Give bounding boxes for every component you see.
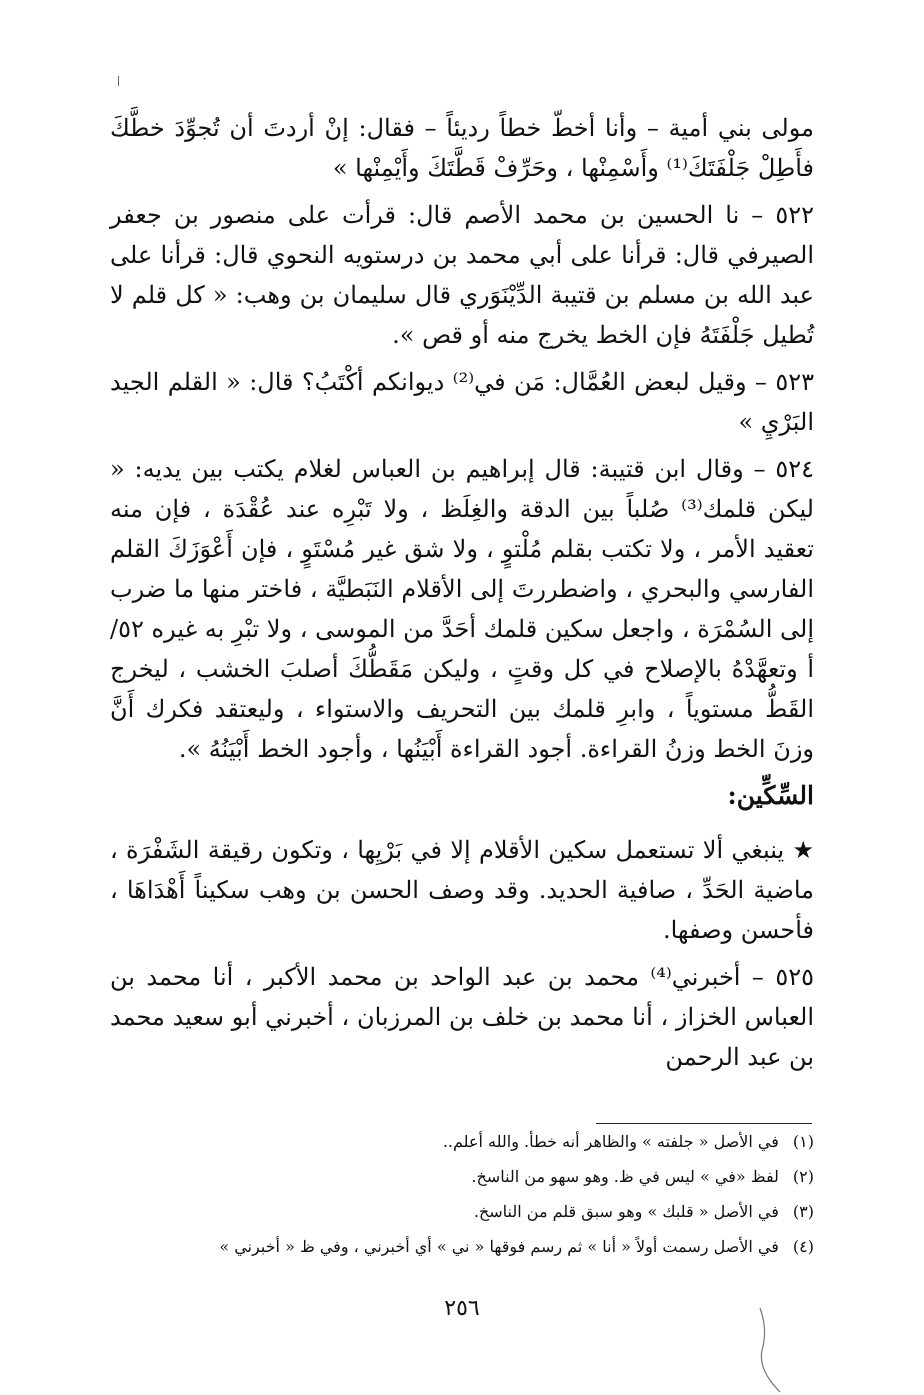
- footnote-text: في الأصل « قلبك » وهو سبق قلم من الناسخ.: [473, 1202, 779, 1221]
- footnote-2: [110, 1159, 814, 1194]
- margin-mark: [118, 76, 119, 86]
- footnote-number: (١): [792, 1132, 814, 1151]
- paragraph-523: ٥٢٣ – وقيل لبعض العُمَّال: مَن في⁽²⁾ ديوانكم أكْتَبُ؟ قال: « القلم الجيد البَرْيِ »: [110, 368, 814, 436]
- paragraph-524: ٥٢٤ – وقال ابن قتيبة: قال إبراهيم بن العباس لغلام يكتب بين يديه: « ليكن قلمك⁽³⁾ صُلباً بين الدقة والغِلَظ ، ولا تَبْرِه عند عُقْدَة ، فإن منه تعقيد الأمر ، ولا تكتب بقلم مُلْتوٍ ، ولا شق غير مُسْتَوٍ ، فإن أَعْوَزَكَ القلم الفارسي والبحري ، واضطررتَ إلى الأقلام النَبَطيَّة ، فاختر منها ما ضرب إلى السُمْرَة ، واجعل سكين قلمك أحَدَّ من الموسى ، ولا تبْرِ به غيره ٥٢/أ وتعهَّدْهُ بالإصلاح في كل وقتٍ ، وليكن مَقَطُّكَ أصلبَ الخشب ، ليخرج القَطُّ مستوياً ، وابرِ قلمك بين التحريف والاستواء ، وليعتقد فكرك أَنَّ وزنَ الخط وزنُ القراءة. أجود القراءة أَبْيَنُها ، وأجود الخط أَبْيَنُهُ ».: [110, 455, 814, 763]
- page-number: ٢٥٦: [444, 1296, 480, 1321]
- paragraph-525: ٥٢٥ – أخبرني⁽⁴⁾ محمد بن عبد الواحد بن محمد الأكبر ، أنا محمد بن العباس الخزاز ، أنا محمد بن خلف بن المرزبان ، أخبرني أبو سعيد محمد بن عبد الرحمن: [110, 963, 815, 1071]
- section-heading: السِّكِّين:: [727, 781, 814, 810]
- footnote-number: (٤): [792, 1237, 814, 1256]
- footnote-text: في الأصل رسمت أولاً « أنا » ثم رسم فوقها « ني » أي أخبرني ، وفي ظ « أخبرني »: [219, 1237, 779, 1256]
- paragraph-continuation: مولى بني أمية – وأنا أخطّ خطاً رديئاً – فقال: إنْ أردتَ أن تُجوِّدَ خطَّكَ فأَطِلْ جَلْفَتَكَ⁽¹⁾ وأَسْمِنْها ، وحَرِّفْ قَطَّتَكَ وأَيْمِنْها »: [110, 114, 814, 182]
- footnote-3: [110, 1194, 814, 1229]
- page-edge-curve: [740, 1300, 800, 1395]
- footnote-number: (٣): [792, 1202, 814, 1221]
- footnote-text: في الأصل « جلفته » والظاهر أنه خطأ. والله أعلم..: [442, 1132, 779, 1151]
- paragraph-knife-intro: ★ ينبغي ألا تستعمل سكين الأقلام إلا في بَرْيِها ، وتكون رقيقة الشَفْرَة ، ماضية الحَدِّ ، صافية الحديد. وقد وصف الحسن بن وهب سكيناً أَهْدَاهَا ، فأحسن وصفها.: [110, 836, 814, 944]
- main-text: [110, 108, 814, 1084]
- footnote-number: (٢): [792, 1167, 814, 1186]
- footnotes: [110, 1124, 814, 1264]
- footnote-text: لفظ «في » ليس في ظ. وهو سهو من الناسخ.: [471, 1167, 779, 1186]
- footnote-1: [110, 1124, 814, 1159]
- paragraph-522: ٥٢٢ – نا الحسين بن محمد الأصم قال: قرأت على منصور بن جعفر الصيرفي قال: قرأنا على أبي محمد بن درستويه النحوي قال: قرأنا على عبد الله بن مسلم بن قتيبة الدِّيْنَوَري قال سليمان بن وهب: « كل قلم لا تُطيل جَلْفَتَهُ فإن الخط يخرج منه أو قص ».: [110, 201, 814, 349]
- footnote-4: [110, 1229, 814, 1264]
